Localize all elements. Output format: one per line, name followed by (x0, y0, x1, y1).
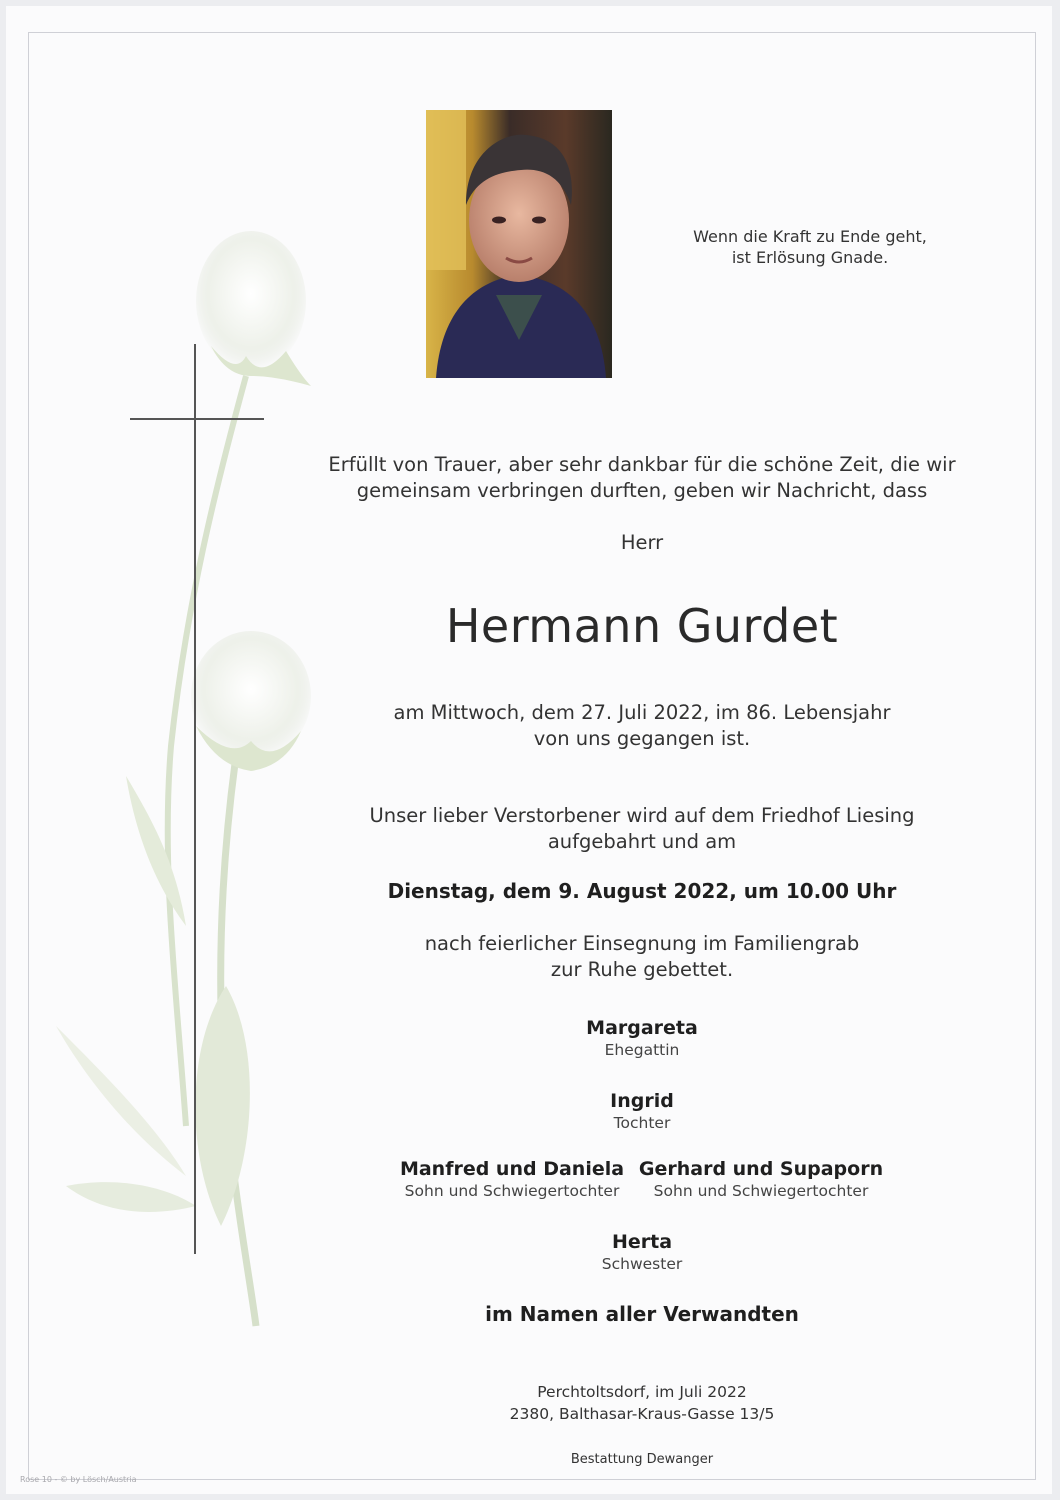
relative-name: Margareta (586, 1017, 698, 1039)
print-mark: Rose 10 - © by Lösch/Austria (20, 1475, 137, 1484)
burial-line: zur Ruhe gebettet. (550, 958, 734, 981)
relative-entry (631, 1157, 891, 1201)
death-line: am Mittwoch, dem 27. Juli 2022, im 86. Lebensjahr (393, 701, 891, 724)
relative-entry (322, 1089, 962, 1133)
burial-notice (322, 931, 962, 983)
relative-name: Gerhard und Supaporn (638, 1158, 884, 1180)
burial-line: nach feierlicher Einsegnung im Familiengrab (424, 932, 860, 955)
relative-name: Herta (611, 1231, 673, 1253)
relative-role: Tochter (613, 1114, 671, 1132)
relative-role: Schwester (601, 1255, 683, 1273)
laying-out-notice (322, 803, 962, 855)
relative-entry (322, 1230, 962, 1274)
relative-entry (322, 1016, 962, 1060)
death-notice (322, 700, 962, 752)
portrait-photo (426, 110, 612, 378)
relative-role: Sohn und Schwiegertochter (404, 1182, 620, 1200)
white-rose-illustration (46, 226, 346, 1346)
funeral-date: Dienstag, dem 9. August 2022, um 10.00 Uhr (387, 879, 897, 903)
motto-line: Wenn die Kraft zu Ende geht, (693, 227, 927, 246)
cross-icon (194, 344, 196, 1254)
relative-name: Manfred und Daniela (399, 1158, 625, 1180)
address-line: 2380, Balthasar-Kraus-Gasse 13/5 (509, 1405, 775, 1423)
laying-out-line: aufgebahrt und am (547, 830, 737, 853)
salutation: Herr (620, 531, 664, 554)
cross-icon-bar (130, 418, 264, 420)
laying-out-line: Unser lieber Verstorbener wird auf dem Friedhof Liesing (369, 804, 915, 827)
closing-line: im Namen aller Verwandten (485, 1302, 799, 1326)
motto-line: ist Erlösung Gnade. (731, 248, 889, 267)
relative-entry (382, 1157, 642, 1201)
undertaker: Bestattung Dewanger (570, 1452, 714, 1467)
intro-line: Erfüllt von Trauer, aber sehr dankbar für die schöne Zeit, die wir (328, 453, 956, 476)
motto-quote (650, 226, 970, 268)
relative-role: Sohn und Schwiegertochter (653, 1182, 869, 1200)
intro-line: gemeinsam verbringen durften, geben wir Nachricht, dass (356, 479, 928, 502)
relative-role: Ehegattin (604, 1041, 680, 1059)
place-and-address (322, 1381, 962, 1425)
death-line: von uns gegangen ist. (533, 727, 751, 750)
place-line: Perchtoltsdorf, im Juli 2022 (537, 1383, 747, 1401)
intro-text (322, 452, 962, 504)
deceased-name: Hermann Gurdet (445, 599, 839, 653)
relative-name: Ingrid (610, 1090, 674, 1112)
